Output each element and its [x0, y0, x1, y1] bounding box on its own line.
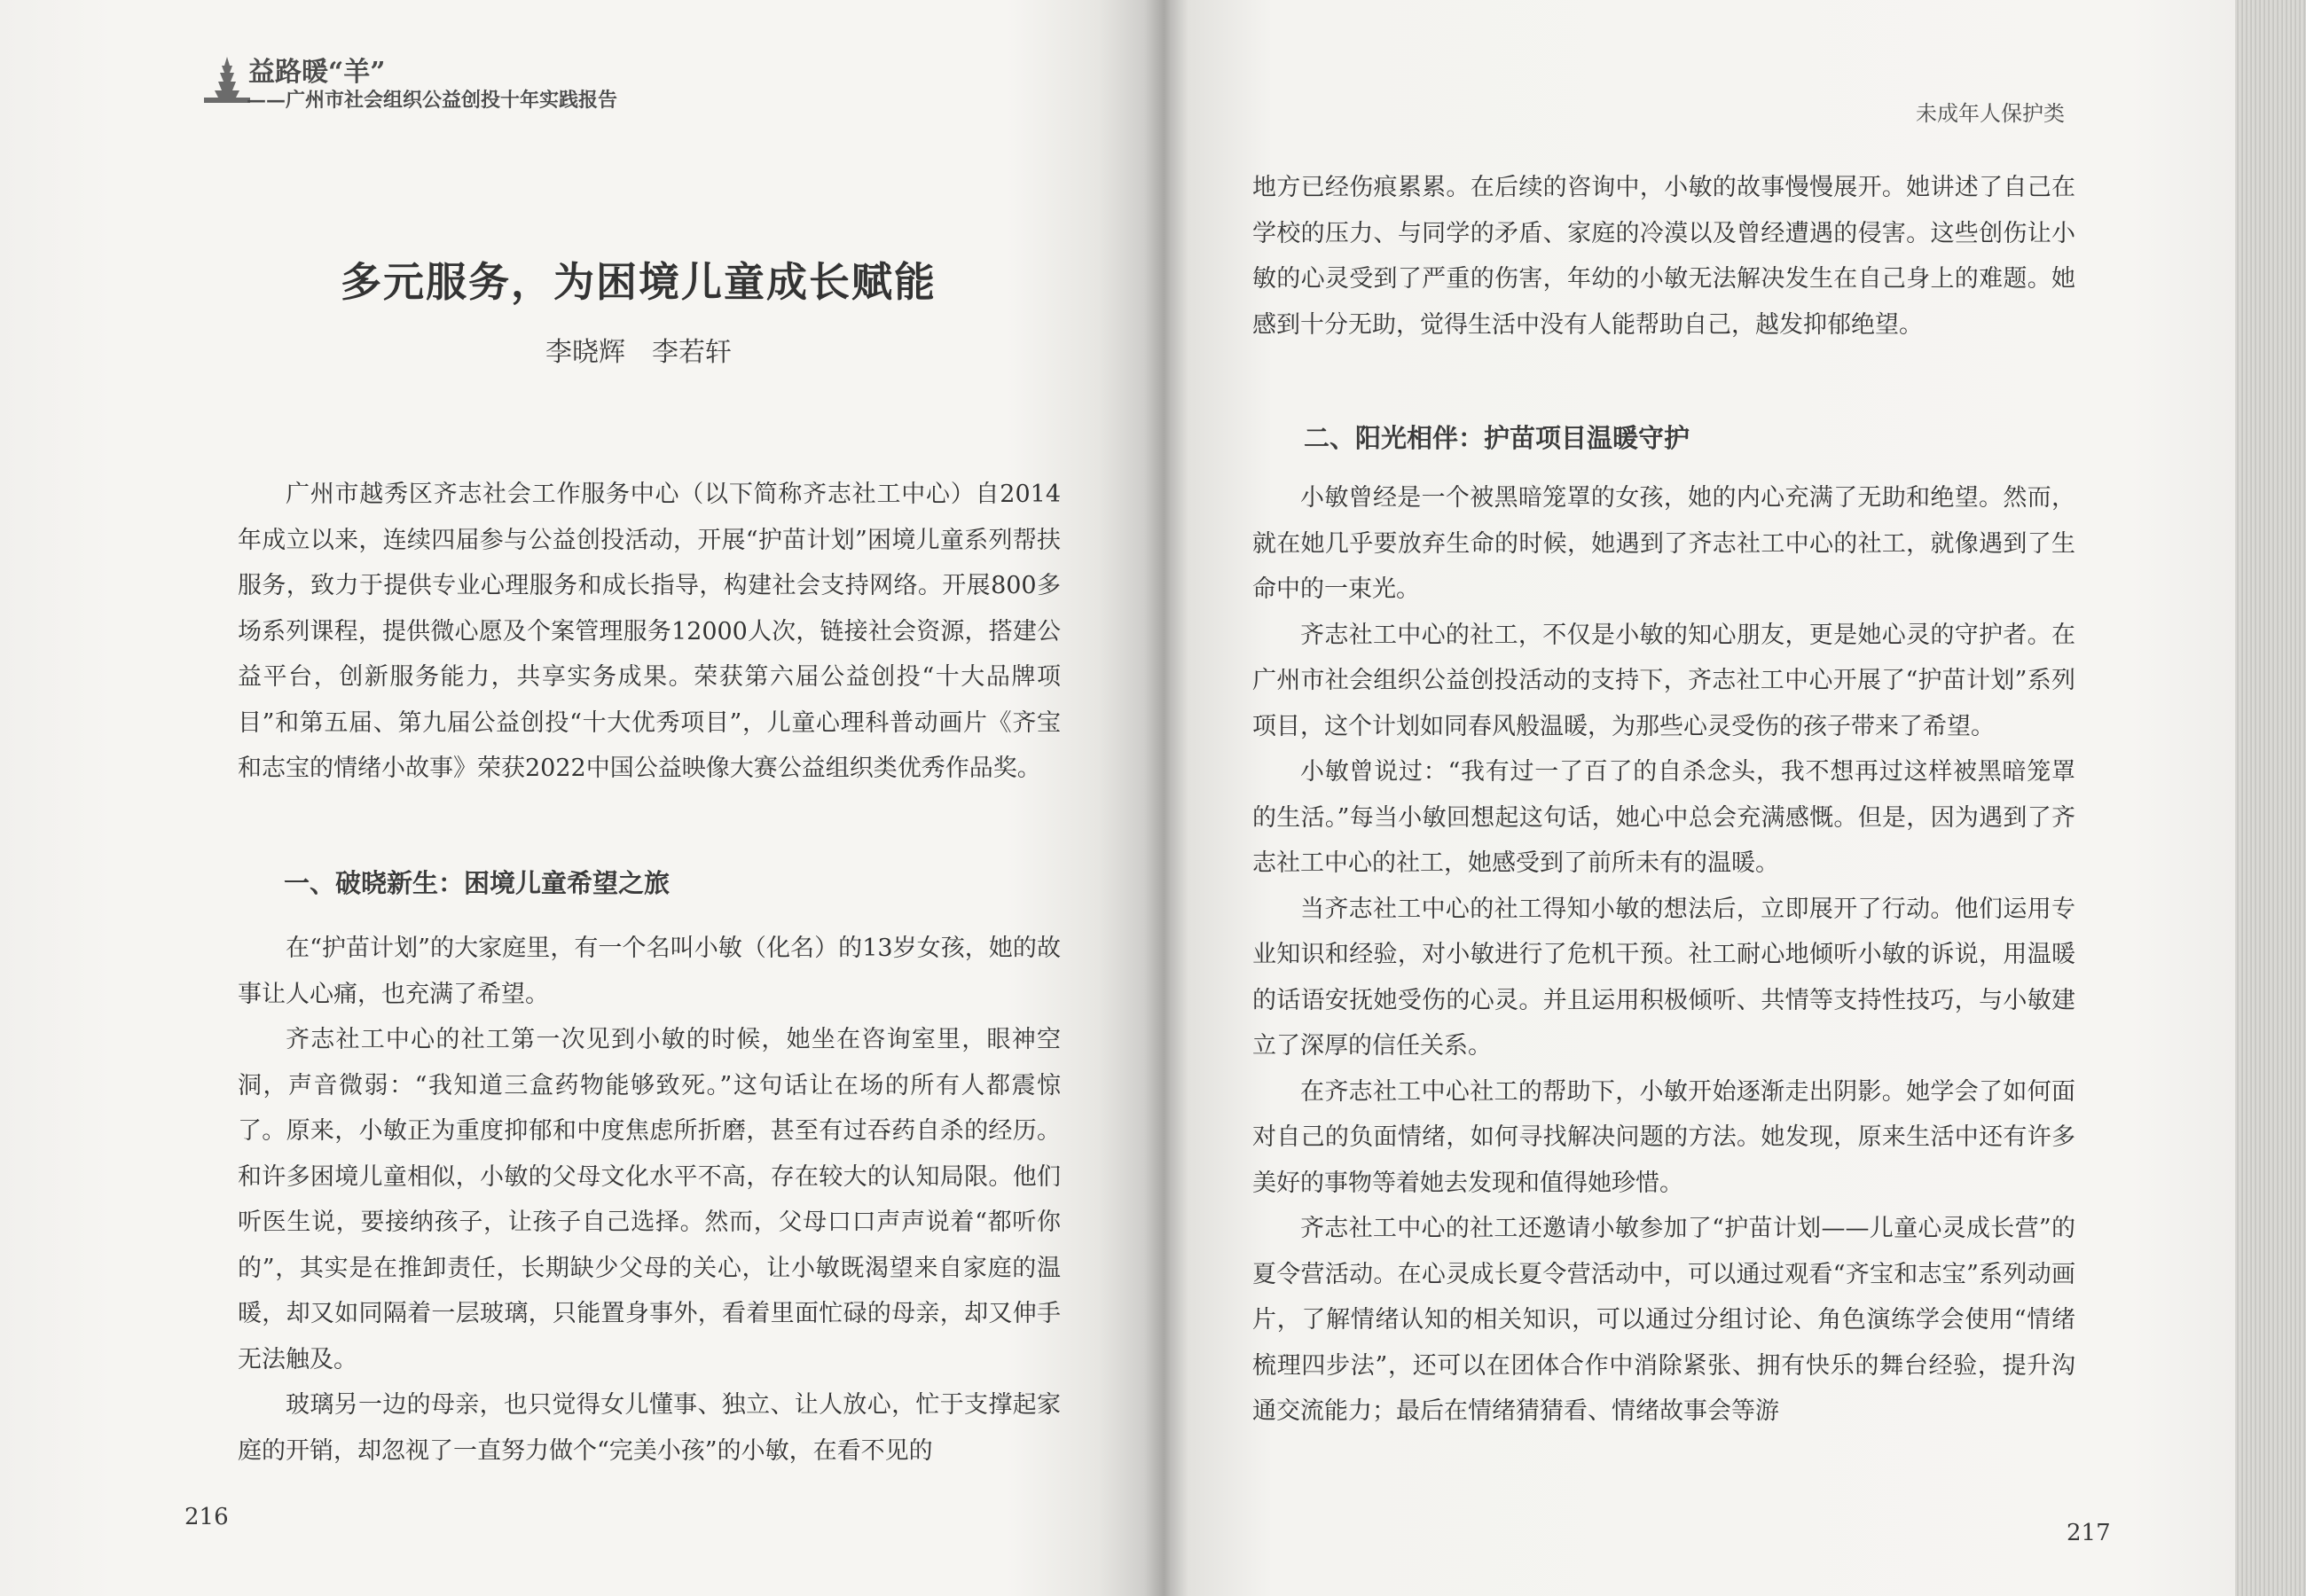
body-paragraph: 齐志社工中心的社工第一次见到小敏的时候，她坐在咨询室里，眼神空洞，声音微弱：“我知道三盒药物能够致死。”这句话让在场的所有人都震惊了。原来，小敏正为重度抑郁和中度焦虑所折磨，甚至有过吞药自杀的经历。和许多困境儿童相似，小敏的父母文化水平不高，存在较大的认知局限。他们听医生说，要接纳孩子，让孩子自己选择。然而，父母口口声声说着“都听你的”，其实是在推卸责任，长期缺少父母的关心，让小敏既渴望来自家庭的温暖，却又如同隔着一层玻璃，只能置身事外，看着里面忙碌的母亲，却又伸手无法触及。 [238, 1026, 1061, 1373]
left-intro-column [238, 472, 1061, 792]
running-header-subtitle: ——广州市社会组织公益创投十年实践报告 [247, 89, 618, 112]
body-paragraph: 在“护苗计划”的大家庭里，有一个名叫小敏（化名）的13岁女孩，她的故事让人心痛，也充满了希望。 [238, 935, 1061, 1008]
section-heading-2: 二、阳光相伴：护苗项目温暖守护 [1304, 423, 1690, 453]
running-header-category: 未成年人保护类 [1916, 101, 2065, 126]
page-number-right: 217 [2067, 1520, 2111, 1546]
body-paragraph: 小敏曾经是一个被黑暗笼罩的女孩，她的内心充满了无助和绝望。然而，就在她几乎要放弃生命的时候，她遇到了齐志社工中心的社工，就像遇到了生命中的一束光。 [1252, 484, 2075, 603]
section-heading-1: 一、破晓新生：困境儿童希望之旅 [284, 868, 671, 898]
body-paragraph: 在齐志社工中心社工的帮助下，小敏开始逐渐走出阴影。她学会了如何面对自己的负面情绪，如何寻找解决问题的方法。她发现，原来生活中还有许多美好的事物等着她去发现和值得她珍惜。 [1252, 1077, 2075, 1197]
running-header-title: 益路暖“羊” [248, 57, 386, 88]
page-edges [2235, 0, 2306, 1596]
body-paragraph: 小敏曾说过：“我有过一了百了的自杀念头，我不想再过这样被黑暗笼罩的生活。”每当小敏回想起这句话，她心中总会充满感慨。但是，因为遇到了齐志社工中心的社工，她感受到了前所未有的温暖。 [1252, 758, 2075, 877]
right-continuation-column [1252, 165, 2075, 348]
intro-paragraph: 广州市越秀区齐志社会工作服务中心（以下简称齐志社工中心）自2014年成立以来，连续四届参与公益创投活动，开展“护苗计划”困境儿童系列帮扶服务，致力于提供专业心理服务和成长指导，构建社会支持网络。开展800多场系列课程，提供微心愿及个案管理服务12000人次，链接社会资源，搭建公益平台，创新服务能力，共享实务成果。荣获第六届公益创投“十大品牌项目”和第五届、第九届公益创投“十大优秀项目”，儿童心理科普动画片《齐宝和志宝的情绪小故事》荣获2022中国公益映像大赛公益组织类优秀作品奖。 [238, 481, 1061, 782]
body-paragraph: 齐志社工中心的社工还邀请小敏参加了“护苗计划——儿童心灵成长营”的夏令营活动。在心灵成长夏令营活动中，可以通过观看“齐宝和志宝”系列动画片，了解情绪认知的相关知识，可以通过分组讨论、角色演练学会使用“情绪梳理四步法”，还可以在团体合作中消除紧张、拥有快乐的舞台经验，提升沟通交流能力；最后在情绪猜猜看、情绪故事会等游 [1252, 1215, 2075, 1425]
body-paragraph: 当齐志社工中心的社工得知小敏的想法后，立即展开了行动。他们运用专业知识和经验，对小敏进行了危机干预。社工耐心地倾听小敏的诉说，用温暖的话语安抚她受伤的心灵。并且运用积极倾听、共情等支持性技巧，与小敏建立了深厚的信任关系。 [1252, 895, 2075, 1060]
left-body-column [238, 926, 1061, 1474]
article-authors: 李晓辉 李若轩 [545, 337, 732, 368]
article-title: 多元服务，为困境儿童成长赋能 [341, 258, 937, 306]
body-paragraph: 齐志社工中心的社工，不仅是小敏的知心朋友，更是她心灵的守护者。在广州市社会组织公益创投活动的支持下，齐志社工中心开展了“护苗计划”系列项目，这个计划如同春风般温暖，为那些心灵受伤的孩子带来了希望。 [1252, 621, 2075, 740]
pagoda-logo-icon [200, 53, 254, 106]
book-gutter [1144, 0, 1188, 1596]
right-body-column [1252, 475, 2075, 1435]
continuation-paragraph: 地方已经伤痕累累。在后续的咨询中，小敏的故事慢慢展开。她讲述了自己在学校的压力、与同学的矛盾、家庭的冷漠以及曾经遭遇的侵害。这些创伤让小敏的心灵受到了严重的伤害，年幼的小敏无法解决发生在自己身上的难题。她感到十分无助，觉得生活中没有人能帮助自己，越发抑郁绝望。 [1252, 174, 2075, 339]
page-number-left: 216 [184, 1504, 229, 1530]
body-paragraph: 玻璃另一边的母亲，也只觉得女儿懂事、独立、让人放心，忙于支撑起家庭的开销，却忽视了一直努力做个“完美小孩”的小敏，在看不见的 [238, 1391, 1061, 1465]
